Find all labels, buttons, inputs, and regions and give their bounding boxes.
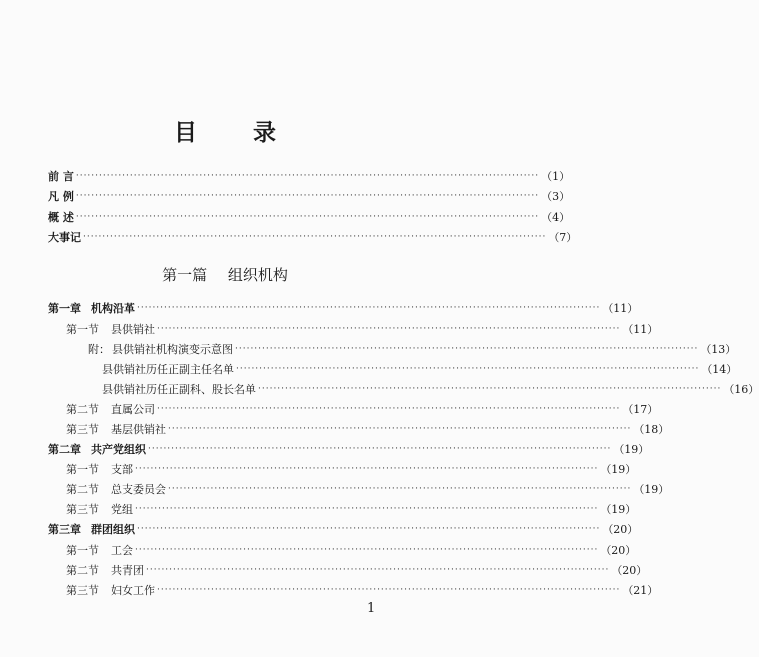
entry-page: （7） [548, 231, 578, 244]
section-title: 妇女工作 [111, 584, 155, 597]
section-title: 共青团 [111, 564, 144, 577]
leader-dots: ························································································································ [75, 191, 540, 201]
entry-page: （3） [541, 190, 571, 203]
entry-page: （11） [602, 302, 639, 315]
leader-dots: ························································································································ [75, 212, 540, 222]
front-label: 大事记 [48, 231, 81, 244]
chapter-title: 群团组织 [91, 523, 135, 536]
toc-entry [48, 441, 650, 457]
section-title: 直属公司 [111, 403, 155, 416]
leader-dots: ························································································································ [236, 364, 700, 374]
front-item [48, 168, 571, 184]
entry-page: （13） [700, 343, 737, 356]
section-title: 工会 [111, 544, 133, 557]
section-title: 支部 [111, 463, 133, 476]
section-number: 第二节 [66, 403, 99, 416]
leader-dots: ························································································································ [157, 404, 621, 414]
entry-label [66, 582, 155, 598]
toc-entry [48, 300, 639, 316]
entry-page: （19） [633, 483, 670, 496]
section-number: 第三节 [66, 584, 99, 597]
entry-label [88, 341, 233, 357]
entry-label [66, 481, 166, 497]
entry-label [66, 542, 133, 558]
leader-dots: ························································································································ [148, 444, 612, 454]
entry-label [48, 441, 146, 457]
front-label: 概 述 [48, 211, 74, 224]
section-title: 党组 [111, 503, 133, 516]
leader-dots: ························································································································ [168, 484, 632, 494]
section-number: 第三节 [66, 423, 99, 436]
appendix-title: 县供销社历任正副主任名单 [102, 363, 234, 376]
entry-page: （20） [602, 523, 639, 536]
leader-dots: ························································································································ [258, 384, 722, 394]
appendix-title: 县供销社机构演变示意图 [112, 343, 233, 356]
toc-entry [66, 562, 648, 578]
toc-entry [102, 381, 759, 397]
entry-page: （17） [622, 403, 659, 416]
entry-label [66, 421, 166, 437]
toc-entry [66, 582, 659, 598]
appendix-marker: 附： [88, 343, 110, 356]
toc-entry [66, 401, 659, 417]
leader-dots: ························································································································ [157, 585, 621, 595]
front-item [48, 188, 571, 204]
section-title: 县供销社 [111, 323, 155, 336]
section-number: 第一节 [66, 323, 99, 336]
entry-page: （14） [701, 363, 738, 376]
toc-entry [66, 542, 637, 558]
entry-page: （18） [633, 423, 670, 436]
front-item [48, 229, 578, 245]
entry-label [66, 501, 133, 517]
entry-label [48, 300, 135, 316]
entry-label [102, 361, 234, 377]
entry-page: （16） [723, 383, 759, 396]
entry-label [48, 229, 81, 245]
section-number: 第一节 [66, 463, 99, 476]
entry-page: （4） [541, 211, 571, 224]
chapter-number: 第二章 [48, 443, 81, 456]
entry-label [66, 562, 144, 578]
toc-entry [102, 361, 738, 377]
entry-page: （11） [622, 323, 659, 336]
leader-dots: ························································································································ [157, 324, 621, 334]
appendix-title: 县供销社历任正副科、股长名单 [102, 383, 256, 396]
entry-page: （20） [611, 564, 648, 577]
section-number: 第一节 [66, 544, 99, 557]
leader-dots: ························································································································ [235, 344, 699, 354]
section-title: 基层供销社 [111, 423, 166, 436]
chapter-title: 机构沿革 [91, 302, 135, 315]
part-heading [0, 264, 450, 285]
front-label: 凡 例 [48, 190, 74, 203]
entry-label [48, 521, 135, 537]
leader-dots: ························································································································ [137, 524, 601, 534]
entry-label [66, 461, 133, 477]
part-name: 组织机构 [227, 266, 288, 284]
toc-entry [66, 421, 670, 437]
entry-page: （20） [600, 544, 637, 557]
entry-label [48, 168, 74, 184]
section-number: 第二节 [66, 564, 99, 577]
section-number: 第三节 [66, 503, 99, 516]
chapter-number: 第一章 [48, 302, 81, 315]
toc-entry [66, 481, 670, 497]
toc-entry [66, 501, 637, 517]
leader-dots: ························································································································ [135, 545, 599, 555]
entry-page: （19） [613, 443, 650, 456]
entry-page: （19） [600, 503, 637, 516]
entry-page: （19） [600, 463, 637, 476]
toc-entry [66, 461, 637, 477]
page-number: 1 [367, 601, 376, 616]
leader-dots: ························································································································ [168, 424, 632, 434]
chapter-title: 共产党组织 [91, 443, 146, 456]
leader-dots: ························································································································ [75, 171, 540, 181]
entry-label [48, 188, 74, 204]
entry-page: （1） [541, 170, 571, 183]
leader-dots: ························································································································ [146, 565, 610, 575]
leader-dots: ························································································································ [83, 232, 547, 242]
entry-label [48, 209, 74, 225]
front-item [48, 209, 571, 225]
section-number: 第二节 [66, 483, 99, 496]
front-label: 前 言 [48, 170, 74, 183]
leader-dots: ························································································································ [135, 504, 599, 514]
entry-label [102, 381, 256, 397]
entry-page: （21） [622, 584, 659, 597]
toc-entry [66, 321, 659, 337]
leader-dots: ························································································································ [135, 464, 599, 474]
entry-label [66, 321, 155, 337]
leader-dots: ························································································································ [137, 303, 601, 313]
entry-label [66, 401, 155, 417]
toc-title: 目 录 [173, 119, 300, 146]
section-title: 总支委员会 [111, 483, 166, 496]
chapter-number: 第三章 [48, 523, 81, 536]
part-number: 第一篇 [162, 266, 208, 284]
toc-entry [88, 341, 737, 357]
toc-entry [48, 521, 639, 537]
